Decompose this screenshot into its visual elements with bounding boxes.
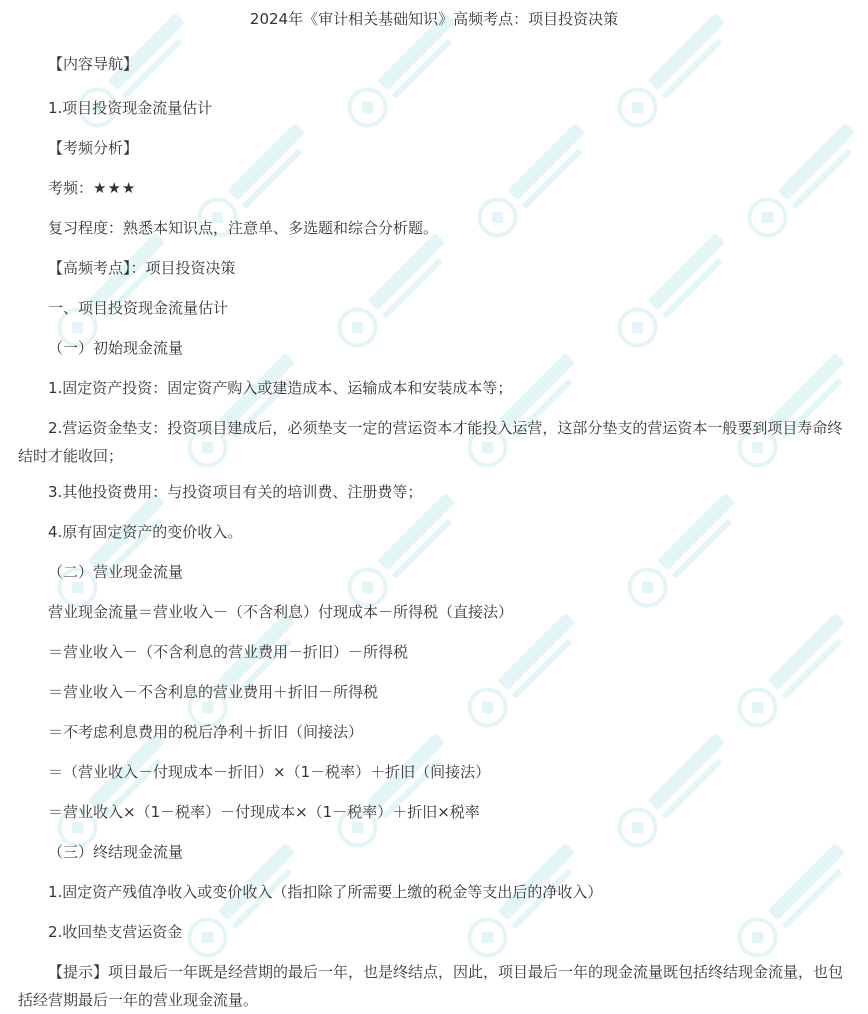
list-item: 1.固定资产投资：固定资产购入或建造成本、运输成本和安装成本等； xyxy=(48,379,513,397)
nav-item: 1.项目投资现金流量估计 xyxy=(48,99,213,117)
watermark-logo xyxy=(731,106,868,254)
page-title: 2024年《审计相关基础知识》高频考点：项目投资决策 xyxy=(249,10,619,28)
watermark-logo xyxy=(721,826,868,974)
list-item: 2.收回垫支营运资金 xyxy=(48,923,183,941)
watermark-logo xyxy=(461,106,609,254)
formula-line: ＝不考虑利息费用的税后净利＋折旧（间接法） xyxy=(48,723,364,741)
watermark-logo xyxy=(611,476,759,624)
list-item: 1.固定资产残值净收入或变价收入（指扣除了所需要上缴的税金等支出后的净收入） xyxy=(48,883,603,901)
frequency-label: 考频： xyxy=(48,179,94,197)
list-item: 3.其他投资费用：与投资项目有关的培训费、注册费等； xyxy=(48,483,423,501)
formula-line: ＝（营业收入－付现成本－折旧）×（1－税率）＋折旧（间接法） xyxy=(48,763,491,781)
topic-heading: 【高频考点】：项目投资决策 xyxy=(48,259,236,277)
subsection-initial: （一）初始现金流量 xyxy=(48,339,184,357)
watermark-logo xyxy=(601,216,749,364)
subsection-terminal: （三）终结现金流量 xyxy=(48,843,184,861)
star-rating: ★★★ xyxy=(93,179,137,197)
tip-paragraph: 【提示】项目最后一年既是经营期的最后一年，也是终结点，因此，项目最后一年的现金流量既包括终结现金流量，也包括经营期最后一年的营业现金流量。 xyxy=(18,963,844,1009)
list-item: 2.营运资金垫支：投资项目建成后，必须垫支一定的营运资本才能投入运营，这部分垫支的营运资本一般要到项目寿命终结时才能收回； xyxy=(18,419,843,465)
formula-line: ＝营业收入－不含利息的营业费用＋折旧－所得税 xyxy=(48,683,379,701)
nav-heading: 【内容导航】 xyxy=(48,55,139,73)
formula-line: ＝营业收入－（不含利息的营业费用－折旧）－所得税 xyxy=(48,643,409,661)
watermark-logo xyxy=(721,596,868,744)
watermark-logo xyxy=(601,716,749,864)
subsection-operating: （二）营业现金流量 xyxy=(48,563,184,581)
frequency-row xyxy=(48,177,136,199)
review-level: 复习程度：熟悉本知识点，注意单、多选题和综合分析题。 xyxy=(48,219,439,237)
freq-heading: 【考频分析】 xyxy=(48,139,139,157)
list-item: 4.原有固定资产的变价收入。 xyxy=(48,523,243,541)
formula-line: ＝营业收入×（1－税率）－付现成本×（1－税率）＋折旧×税率 xyxy=(48,803,480,821)
formula-line: 营业现金流量＝营业收入－（不含利息）付现成本－所得税（直接法） xyxy=(48,603,514,621)
section-heading: 一、项目投资现金流量估计 xyxy=(48,299,229,317)
